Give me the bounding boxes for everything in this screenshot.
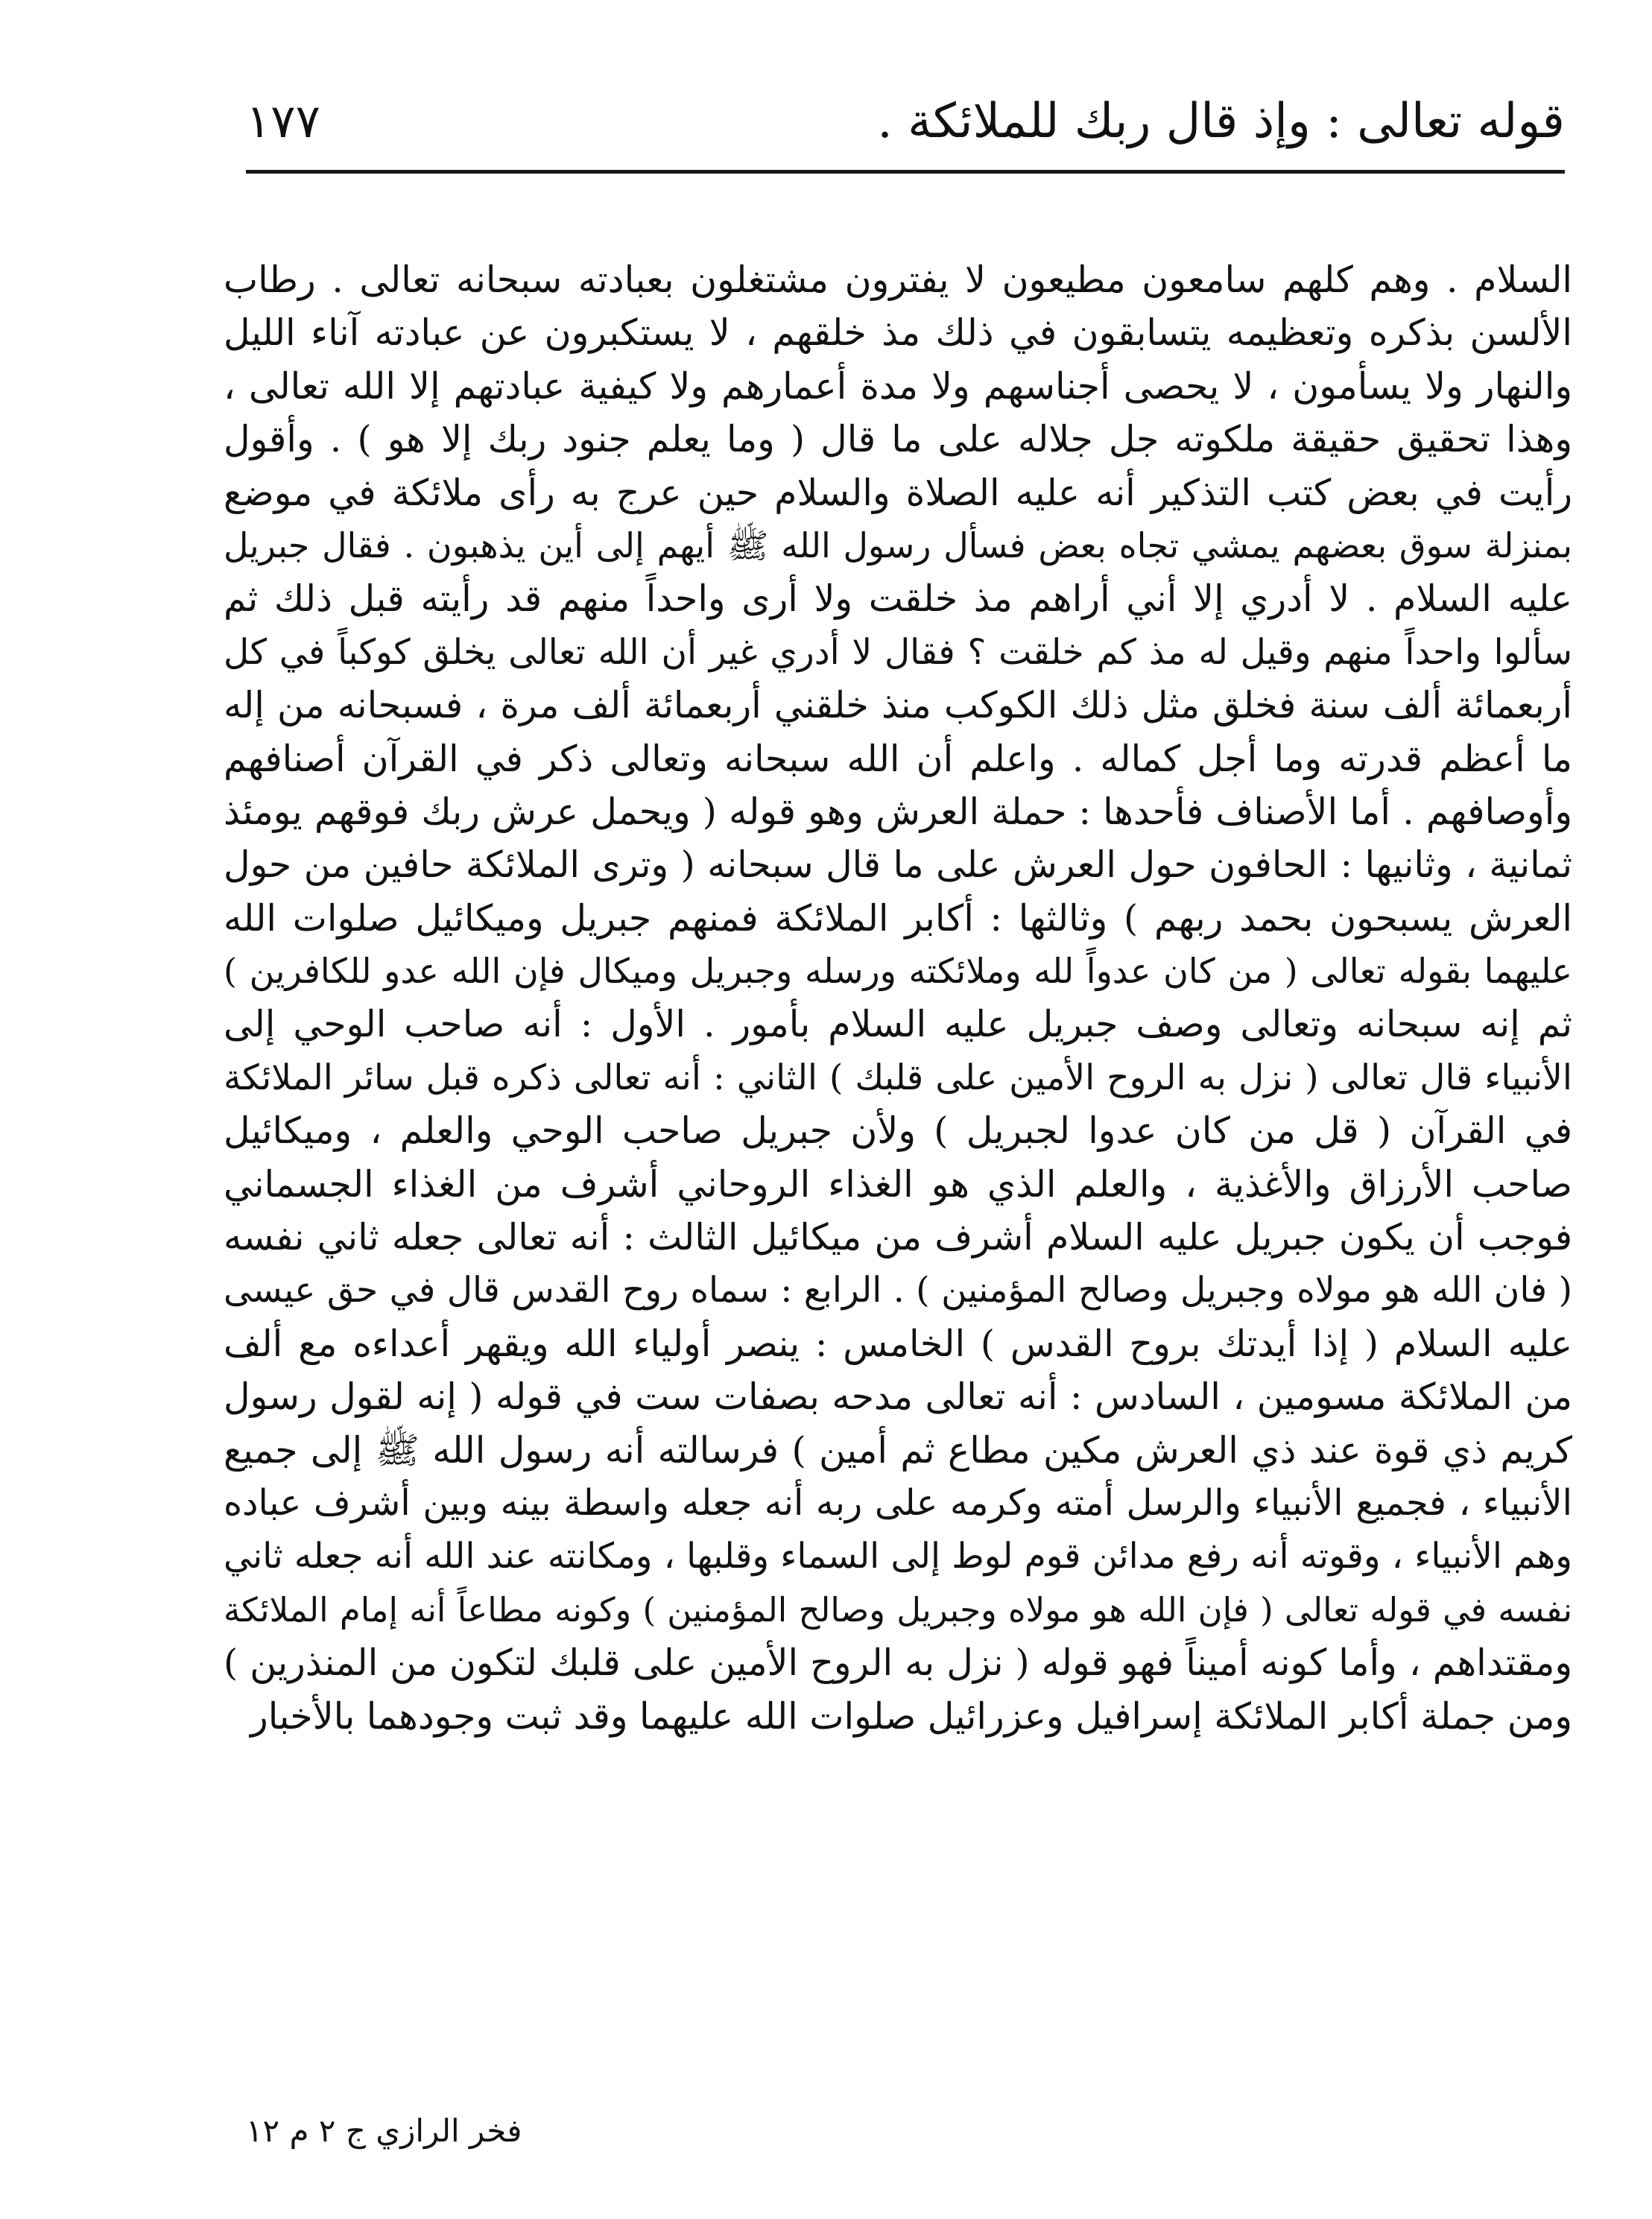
text-line: رأيت في بعض كتب التذكير أنه عليه الصلاة والسلام حين عرج به رأى ملائكة في موضع bbox=[224, 471, 1572, 514]
text-line: نفسه في قوله تعالى ( فإن الله هو مولاه وجبريل وصالح المؤمنين ) وكونه مطاعاً أنه إمام الملائكة bbox=[224, 1589, 1572, 1630]
text-line: عليهما بقوله تعالى ( من كان عدواً لله وملائكته ورسله وجبريل وميكال فإن الله عدو للكافرين ) bbox=[224, 951, 1572, 992]
text-line: بمنزلة سوق بعضهم يمشي تجاه بعض فسأل رسول الله ﷺ أيهم إلى أين يذهبون . فقال جبريل bbox=[224, 525, 1572, 566]
text-line: ما أعظم قدرته وما أجل كماله . واعلم أن الله سبحانه وتعالى ذكر في القرآن أصنافهم bbox=[224, 737, 1572, 780]
text-line: ( فان الله هو مولاه وجبريل وصالح المؤمنين ) . الرابع : سماه روح القدس قال في حق عيسى bbox=[224, 1270, 1572, 1311]
footer-signature: فخر الرازي ج ٢ م ١٢ bbox=[246, 2112, 522, 2149]
text-line: من الملائكة مسومين ، السادس : أنه تعالى مدحه بصفات ست في قوله ( إنه لقول رسول bbox=[224, 1376, 1572, 1419]
text-line: وهم الأنبياء ، وقوته أنه رفع مدائن قوم لوط إلى السماء وقلبها ، ومكانته عند الله أنه جعله ثاني bbox=[224, 1536, 1572, 1577]
page-number: ١٧٧ bbox=[246, 94, 320, 148]
body-text bbox=[224, 253, 1572, 1743]
text-line: الأنبياء ، فجميع الأنبياء والرسل أمته وكرمه على ربه أنه جعله واسطة بينه وبين أشرف عباده bbox=[224, 1481, 1572, 1524]
text-line: والنهار ولا يسأمون ، لا يحصى أجناسهم ولا مدة أعمارهم ولا كيفية عبادتهم إلا الله تعالى ، bbox=[224, 364, 1572, 408]
text-line: وهذا تحقيق حقيقة ملكوته جل جلاله على ما قال ( وما يعلم جنود ربك إلا هو ) . وأقول bbox=[224, 418, 1572, 461]
text-line: ومقتداهم ، وأما كونه أميناً فهو قوله ( نزل به الروح الأمين على قلبك لتكون من المنذرين ) bbox=[224, 1642, 1572, 1685]
running-head bbox=[246, 88, 1565, 170]
text-line: فوجب أن يكون جبريل عليه السلام أشرف من ميكائيل الثالث : أنه تعالى جعله ثاني نفسه bbox=[224, 1216, 1572, 1259]
text-line: السلام . وهم كلهم سامعون مطيعون لا يفترون مشتغلون بعبادته سبحانه تعالى . رطاب bbox=[224, 259, 1572, 301]
text-line: سألوا واحداً منهم وقيل له مذ كم خلقت ؟ فقال لا أدري غير أن الله تعالى يخلق كوكباً في كل bbox=[224, 631, 1572, 673]
text-line: في القرآن ( قل من كان عدوا لجبريل ) ولأن جبريل صاحب الوحي والعلم ، وميكائيل bbox=[224, 1110, 1572, 1153]
text-line: العرش يسبحون بحمد ربهم ) وثالثها : أكابر الملائكة فمنهم جبريل وميكائيل صلوات الله bbox=[224, 896, 1572, 940]
text-line: وأوصافهم . أما الأصناف فأحدها : حملة العرش وهو قوله ( ويحمل عرش ربك فوقهم يومئذ bbox=[224, 790, 1572, 833]
text-line: عليه السلام . لا أدري إلا أني أراهم مذ خلقت ولا أرى واحداً منهم قد رأيته قبل ذلك ثم bbox=[224, 577, 1572, 621]
text-line: صاحب الأرزاق والأغذية ، والعلم الذي هو الغذاء الروحاني أشرف من الغذاء الجسماني bbox=[224, 1162, 1572, 1206]
text-line: أربعمائة ألف سنة فخلق مثل ذلك الكوكب منذ خلقني أربعمائة ألف مرة ، فسبحانه من إله bbox=[224, 684, 1572, 727]
header-rule bbox=[246, 170, 1565, 174]
text-line: الأنبياء قال تعالى ( نزل به الروح الأمين على قلبك ) الثاني : أنه تعالى ذكره قبل سائر الملائكة bbox=[224, 1057, 1572, 1098]
text-line: كريم ذي قوة عند ذي العرش مكين مطاع ثم أمين ) فرسالته أنه رسول الله ﷺ إلى جميع bbox=[224, 1428, 1572, 1472]
text-line: ثمانية ، وثانيها : الحافون حول العرش على ما قال سبحانه ( وترى الملائكة حافين من حول bbox=[224, 843, 1572, 887]
text-line: عليه السلام ( إذا أيدتك بروح القدس ) الخامس : ينصر أولياء الله ويقهر أعداءه مع ألف bbox=[224, 1322, 1572, 1365]
page-title: قوله تعالى : وإذ قال ربك للملائكة . bbox=[877, 94, 1565, 149]
text-line: ومن جملة أكابر الملائكة إسرافيل وعزرائيل صلوات الله عليهما وقد ثبت وجودهما بالأخبار bbox=[250, 1694, 1572, 1738]
text-line: ثم إنه سبحانه وتعالى وصف جبريل عليه السلام بأمور . الأول : أنه صاحب الوحي إلى bbox=[224, 1003, 1572, 1046]
text-line: الألسن بذكره وتعظيمه يتسابقون في ذلك مذ خلقهم ، لا يستكبرون عن عبادته آناء الليل bbox=[224, 311, 1572, 355]
